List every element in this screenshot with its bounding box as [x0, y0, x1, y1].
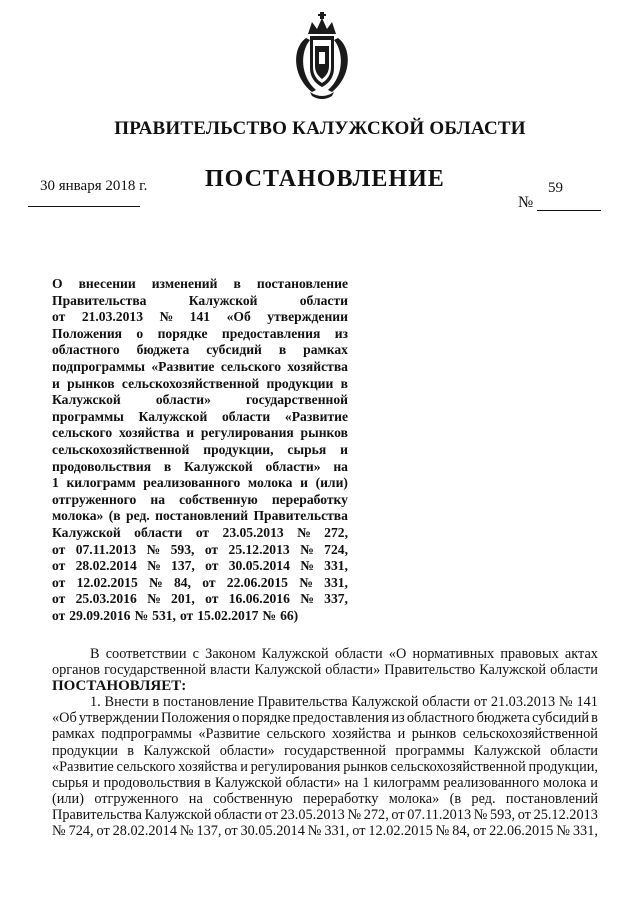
subject-line: от 07.11.2013 № 593, от 25.12.2013 № 724,: [52, 541, 348, 557]
date-underline: [28, 206, 140, 207]
subject-line: от 21.03.2013 № 141 «Об утверждении: [52, 309, 348, 325]
body-line: органов государственной власти Калужской области» Правительство Калужской области: [52, 662, 598, 679]
body-line: В соответствии с Законом Калужской области «О нормативных правовых актах: [90, 646, 598, 662]
document-date: 30 января 2018 г.: [40, 178, 148, 194]
subject-line: отгруженного на собственную переработку: [52, 491, 348, 507]
subject-line: О внесении изменений в постановление: [52, 276, 348, 291]
body-line: № 724, от 28.02.2014 № 137, от 30.05.2014 № 331, от 12.02.2015 № 84, от 22.06.2015 № 331,: [52, 823, 598, 840]
subject-line: программы Калужской области «Развитие: [52, 408, 348, 424]
subject-line: 1 килограмм реализованного молока и (или): [52, 475, 348, 491]
coat-of-arms-icon: [290, 12, 354, 100]
subject-line: сельскохозяйственной продукции, сырья и: [52, 441, 348, 457]
subject-line: подпрограммы «Развитие сельского хозяйства: [52, 358, 348, 374]
subject-line: от 25.03.2016 № 201, от 16.06.2016 № 337,: [52, 591, 348, 607]
body-line: Правительства Калужской области от 23.05.2013 № 272, от 07.11.2013 № 593, от 25.12.2013: [52, 806, 598, 823]
body-line: ПОСТАНОВЛЯЕТ:: [52, 678, 187, 695]
subject-line: и рынков сельскохозяйственной продукции в: [52, 375, 348, 391]
subject-line: молока» (в ред. постановлений Правительства: [52, 508, 348, 524]
document-subject: [52, 276, 348, 624]
body-line: «Развитие сельского хозяйства и регулирования рынков сельскохозяйственной продукции,: [52, 758, 598, 775]
subject-line: от 12.02.2015 № 84, от 22.06.2015 № 331,: [52, 574, 348, 590]
subject-line: сельского хозяйства и регулирования рынков: [52, 425, 348, 441]
number-sign: №: [518, 194, 534, 211]
subject-line: областного бюджета субсидий в рамках: [52, 342, 348, 358]
body-line: продукции в Калужской области» государственной программы Калужской области: [52, 742, 598, 759]
body-line: «Об утверждении Положения о порядке предоставления из областного бюджета субсидий в: [52, 710, 598, 727]
body-line: (или) отгруженного на собственную переработку молока» (в ред. постановлений: [52, 790, 598, 807]
body-line: сырья и продовольствия в Калужской области» на 1 килограмм реализованного молока и: [52, 774, 598, 791]
subject-line: Калужской области» государственной: [52, 392, 348, 408]
subject-line: от 28.02.2014 № 137, от 30.05.2014 № 331,: [52, 558, 348, 574]
body-line: 1. Внести в постановление Правительства Калужской области от 21.03.2013 № 141: [90, 694, 598, 711]
number-underline: [537, 210, 601, 211]
subject-line: Положения о порядке предоставления из: [52, 325, 348, 341]
subject-line: от 29.09.2016 № 531, от 15.02.2017 № 66): [52, 607, 299, 623]
government-title: ПРАВИТЕЛЬСТВО КАЛУЖСКОЙ ОБЛАСТИ: [114, 118, 526, 139]
subject-line: Правительства Калужской области: [52, 292, 348, 308]
subject-line: продовольствия в Калужской области» на: [52, 458, 348, 474]
subject-line: Калужской области от 23.05.2013 № 272,: [52, 524, 348, 540]
document-body: [52, 646, 598, 839]
body-line: рамках подпрограммы «Развитие сельского хозяйства и рынков сельскохозяйственной: [52, 726, 598, 743]
document-number: 59: [548, 180, 563, 196]
document-type: ПОСТАНОВЛЕНИЕ: [205, 166, 445, 192]
